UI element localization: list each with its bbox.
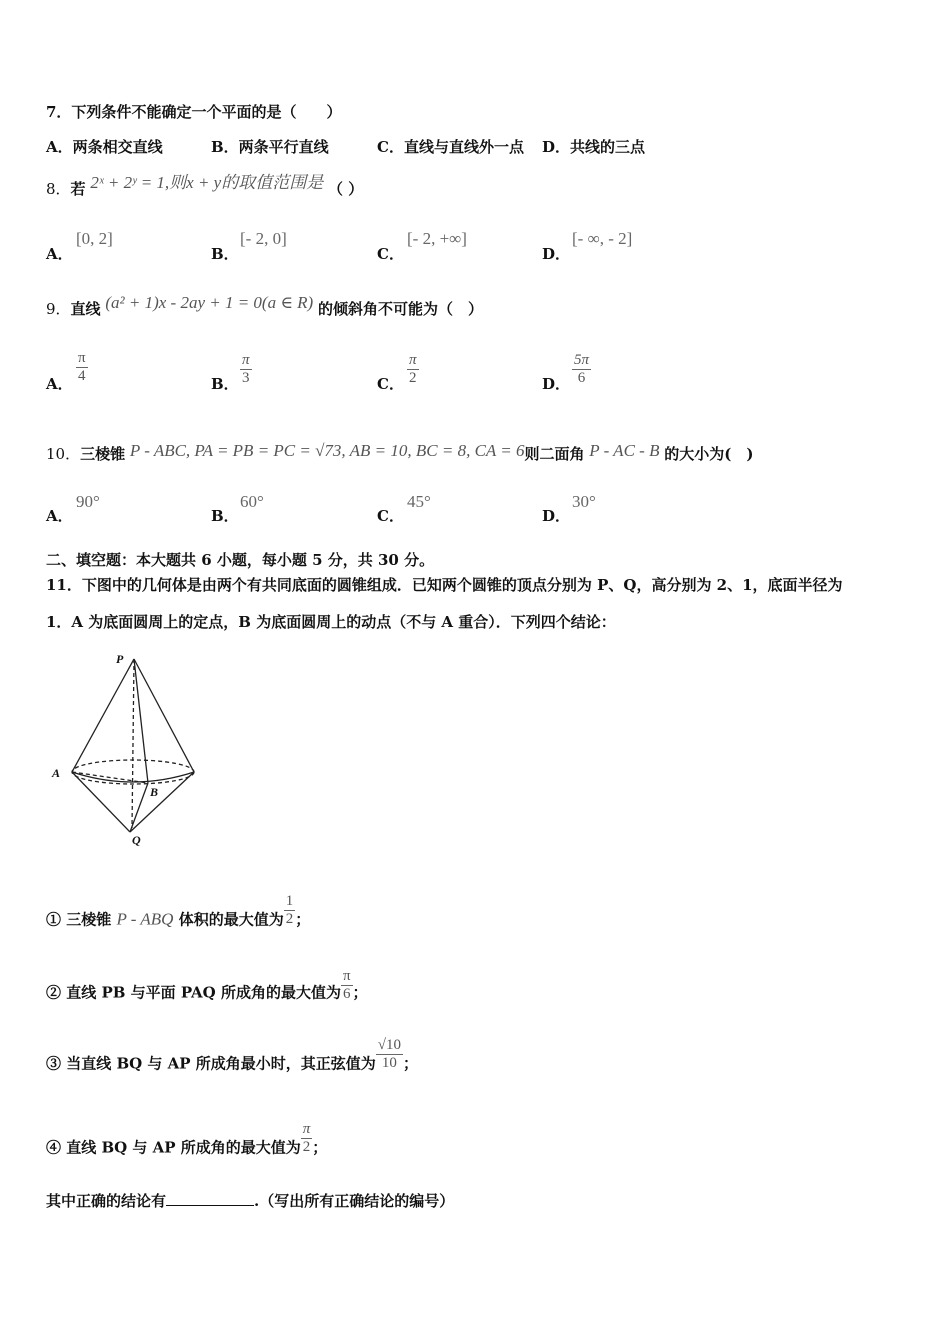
edge-pb [134,659,148,783]
q10-stem-post: 的大小为( ) [664,445,754,463]
q8-option-b-value: [- 2, 0] [240,229,287,248]
conclusion-2-fraction: $\frac{\pi}{6}$ [342,968,351,1002]
q7-option-d: D．共线的三点 [542,138,646,156]
q8-math: 2ˣ + 2ʸ = 1,则x + y的取值范围是 [90,173,324,192]
q9-math: (a² + 1)x - 2ay + 1 = 0(a ∈ R) [105,293,314,312]
q9-option-c-label: C． [377,375,404,393]
conclusion-4-fraction: $\frac{\pi}{2}$ [302,1121,311,1155]
q9-option-b-label: B． [211,375,239,393]
q10-option-d-label: D． [542,507,571,525]
q9-number: 9． [46,300,71,318]
label-b: B [150,785,159,799]
q8-option-d-label: D． [542,245,571,263]
q9-option-a-label: A． [46,375,73,393]
edge-p-right [134,659,194,772]
conclusion-4: ④ 直线 BQ 与 AP 所成角的最大值为 $\frac{\pi}{2}$ ； [46,1121,328,1157]
q10-option-a-label: A． [46,507,73,525]
conclusion-1-fraction: $\frac{1}{2}$ [285,893,294,927]
q9-option-b-fraction: $\frac{\pi}{3}$ [242,352,250,386]
q10-option-b-value: 60° [240,492,264,511]
q10-option-d-value: 30° [572,492,596,511]
q9-stem-pre: 直线 [70,300,101,318]
label-q: Q [132,833,141,847]
q8-stem-pre: 若 [70,180,86,198]
chord-ab [72,772,148,783]
q9-option-d-label: D． [542,375,571,393]
q8-option-d-value: [- ∞, - 2] [572,229,633,248]
conclusion-1-math: P - ABQ [116,909,174,929]
q8-option-b-label: B． [211,245,239,263]
q9-option-c-fraction: $\frac{\pi}{2}$ [409,352,417,386]
double-cone-figure [46,648,206,848]
conclusion-1: ① 三棱锥 P - ABQ 体积的最大值为 $\frac{1}{2}$ ； [46,893,311,929]
q10-option-c-value: 45° [407,492,431,511]
q9-stem [46,293,484,320]
q10-option-c-label: C． [377,507,404,525]
answer-blank[interactable] [166,1191,254,1206]
conclusion-2: ② 直线 PB 与平面 PAQ 所成角的最大值为 $\frac{\pi}{6}$ ； [46,968,368,1002]
q10-stem [46,443,753,465]
q7-option-c: C．直线与直线外一点 [377,138,524,156]
q9-option-a-fraction: $\frac{\pi}{4}$ [78,350,86,384]
q10-math: P - ABC, PA = PB = PC = √73, AB = 10, BC = 8, CA = 6 [129,441,525,460]
q8-stem-post: （ ） [328,180,364,198]
q10-math2: P - AC - B [589,441,660,460]
q10-option-b-label: B． [211,507,239,525]
q10-option-a-value: 90° [76,492,100,511]
q9-stem-post: 的倾斜角不可能为（ ） [318,300,484,318]
q7-stem: 7．下列条件不能确定一个平面的是（ ） [46,103,342,121]
q9-option-d-fraction: $\frac{5\pi}{6}$ [574,352,590,386]
edge-q-right [130,772,194,832]
q8-option-c-label: C． [377,245,404,263]
answer-line: 其中正确的结论有 .（写出所有正确结论的编号） [46,1192,455,1210]
q8-stem [46,173,364,200]
conclusion-3: ③ 当直线 BQ 与 AP 所成角最小时，其正弦值为 $\frac{√10}{10}$ ； [46,1037,419,1073]
q10-stem-pre: 三棱锥 [80,445,126,463]
section-title: 二、填空题：本大题共 6 小题，每小题 5 分，共 30 分。 [46,551,435,569]
label-a: A [52,766,61,780]
q7-option-a: A．两条相交直线 [46,138,163,156]
label-p: P [116,652,124,666]
q10-stem-mid: 则二面角 [524,445,585,463]
edge-pa [72,659,134,772]
q8-option-a-label: A． [46,245,73,263]
q8-option-a-value: [0, 2] [76,229,113,248]
q11-line1: 11．下图中的几何体是由两个有共同底面的圆锥组成．已知两个圆锥的顶点分别为 P、Q，高分别为 2、1，底面半径为 [46,576,843,594]
q7-option-b: B．两条平行直线 [211,138,329,156]
q8-option-c-value: [- 2, +∞] [407,229,467,248]
q11-line2: 1．A 为底面圆周上的定点，B 为底面圆周上的动点（不与 A 重合）．下列四个结论： [46,613,616,631]
axis-pq [132,659,134,828]
q8-number: 8． [46,180,71,198]
q10-number: 10． [46,445,81,463]
conclusion-3-fraction: $\frac{√10}{10}$ [377,1037,402,1071]
